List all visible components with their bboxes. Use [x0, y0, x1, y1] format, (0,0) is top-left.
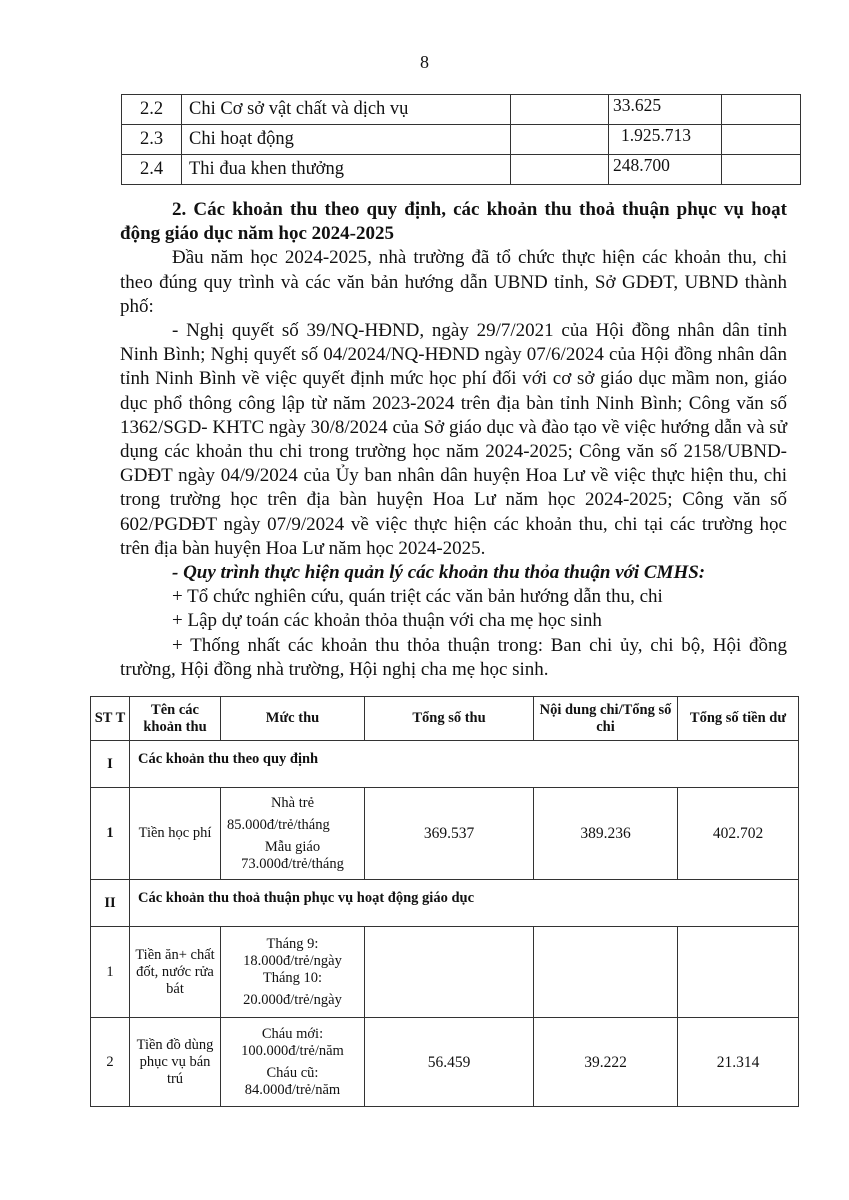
rate-label: Nhà trẻ	[270, 794, 315, 811]
header-label: Mức thu	[265, 710, 320, 726]
section-heading: 2. Các khoản thu theo quy định, các khoản thu thoả thuận phục vụ hoạt động giáo dục năm học 2024-2025	[120, 199, 787, 245]
header-total-spent	[534, 697, 678, 741]
rate-label: Cháu mới:	[261, 1025, 324, 1042]
rate-value: 18.000đ/trẻ/ngày	[243, 952, 342, 969]
rate-value: 73.000đ/trẻ/tháng	[241, 855, 344, 872]
row-name: Tiền học phí	[130, 788, 221, 880]
rate-label: Tháng 10:	[262, 969, 323, 986]
empty-cell	[511, 125, 609, 155]
header-total-income	[365, 697, 534, 741]
row-balance: 21.314	[678, 1018, 799, 1107]
group-code: I	[91, 741, 130, 788]
header-label: Tổng số thu	[412, 710, 486, 726]
row-balance	[678, 927, 799, 1018]
continuation-table	[121, 94, 801, 185]
row-total-spent: 39.222	[534, 1018, 678, 1107]
row-code: 2.3	[122, 125, 182, 155]
rate-value: 100.000đ/trẻ/năm	[241, 1042, 344, 1059]
row-label: Chi Cơ sở vật chất và dịch vụ	[182, 95, 511, 125]
header-name	[130, 697, 221, 741]
rate-label: Cháu cũ:	[266, 1064, 319, 1081]
group-row	[91, 741, 799, 788]
row-total-income	[365, 927, 534, 1018]
fee-table	[90, 696, 799, 1107]
row-amount: 33.625	[609, 95, 722, 125]
rate-value: 85.000đ/trẻ/tháng	[227, 816, 330, 833]
row-name: Tiền ăn+ chất đốt, nước rửa bát	[130, 927, 221, 1018]
row-label: Chi hoạt động	[182, 125, 511, 155]
header-label: Nội dung chi/Tổng số chi	[539, 701, 672, 735]
row-name: Tiền đồ dùng phục vụ bán trú	[130, 1018, 221, 1107]
row-total-income: 56.459	[365, 1018, 534, 1107]
header-label: ST T	[94, 710, 126, 726]
rate-label: Tháng 9:	[266, 935, 319, 952]
procedure-heading: - Quy trình thực hiện quản lý các khoản thu thỏa thuận với CMHS:	[172, 562, 706, 584]
row-balance: 402.702	[678, 788, 799, 880]
row-stt: 2	[91, 1018, 130, 1107]
group-row	[91, 880, 799, 927]
procedure-step: + Lập dự toán các khoản thỏa thuận với cha mẹ học sinh	[172, 610, 602, 632]
empty-cell	[511, 155, 609, 185]
header-label: Tổng số tiền dư	[689, 710, 787, 726]
legal-basis-paragraph: - Nghị quyết số 39/NQ-HĐND, ngày 29/7/2021 của Hội đồng nhân dân tỉnh Ninh Bình; Nghị quyết số 04/2024/NQ-HĐND ngày 07/6/2024 của Hội đồng nhân dân tỉnh Ninh Bình về việc quyết định mức học phí đối với cơ sở giáo dục mầm non, giáo dục phổ thông công lập từ năm 2023-2024 trên địa bàn tỉnh Ninh Bình; Công văn số 1362/SGD- KHTC ngày 30/8/2024 của Sở giáo dục và đào tạo về việc hướng dẫn và sử dụng các khoản thu chi trong trường học năm 2024-2025; Công văn số 2158/UBND-GDĐT ngày 04/9/2024 của Ủy ban nhân dân huyện Hoa Lư về việc thực hiện thu, chi trong trường học trên địa bàn huyện Hoa Lư năm học 2024-2025; Công văn số 602/PGDĐT ngày 07/9/2024 về việc thực hiện các khoản thu, chi tại các trường học trên địa bàn huyện Hoa Lư năm học 2024-2025.	[120, 320, 787, 559]
table-row	[91, 788, 799, 880]
intro-paragraph: Đầu năm học 2024-2025, nhà trường đã tổ chức thực hiện các khoản thu, chi theo đúng quy trình và các văn bản hướng dẫn UBND tỉnh, Sở GDĐT, UBND thành phố:	[120, 247, 787, 317]
row-amount: 248.700	[609, 155, 722, 185]
row-rates	[221, 788, 365, 880]
table-row	[122, 155, 801, 185]
header-rate	[221, 697, 365, 741]
rate-value: 20.000đ/trẻ/ngày	[243, 991, 342, 1008]
empty-cell	[722, 155, 801, 185]
table-row	[91, 1018, 799, 1107]
empty-cell	[722, 95, 801, 125]
table-row	[122, 95, 801, 125]
row-rates	[221, 927, 365, 1018]
empty-cell	[722, 125, 801, 155]
group-title: Các khoản thu theo quy định	[130, 741, 799, 788]
row-code: 2.4	[122, 155, 182, 185]
row-total-spent: 389.236	[534, 788, 678, 880]
row-rates	[221, 1018, 365, 1107]
row-stt: 1	[91, 927, 130, 1018]
section-body	[120, 198, 787, 682]
rate-value: 84.000đ/trẻ/năm	[244, 1081, 341, 1098]
row-label: Thi đua khen thưởng	[182, 155, 511, 185]
rate-label: Mẫu giáo	[264, 838, 321, 855]
header-label: Tên các khoản thu	[143, 701, 207, 735]
group-title: Các khoản thu thoả thuận phục vụ hoạt động giáo dục	[130, 880, 799, 927]
row-total-spent	[534, 927, 678, 1018]
row-amount: 1.925.713	[609, 125, 722, 155]
row-code: 2.2	[122, 95, 182, 125]
procedure-step: + Thống nhất các khoản thu thỏa thuận trong: Ban chi ủy, chi bộ, Hội đồng trường, Hội đồng nhà trường, Hội nghị cha mẹ học sinh.	[120, 634, 787, 680]
procedure-step: + Tổ chức nghiên cứu, quán triệt các văn bản hướng dẫn thu, chi	[172, 586, 663, 608]
page-number: 8	[420, 52, 429, 72]
group-code: II	[91, 880, 130, 927]
empty-cell	[511, 95, 609, 125]
header-stt	[91, 697, 130, 741]
row-stt: 1	[91, 788, 130, 880]
header-row	[91, 697, 799, 741]
header-balance	[678, 697, 799, 741]
table-row	[91, 927, 799, 1018]
row-total-income: 369.537	[365, 788, 534, 880]
table-row	[122, 125, 801, 155]
